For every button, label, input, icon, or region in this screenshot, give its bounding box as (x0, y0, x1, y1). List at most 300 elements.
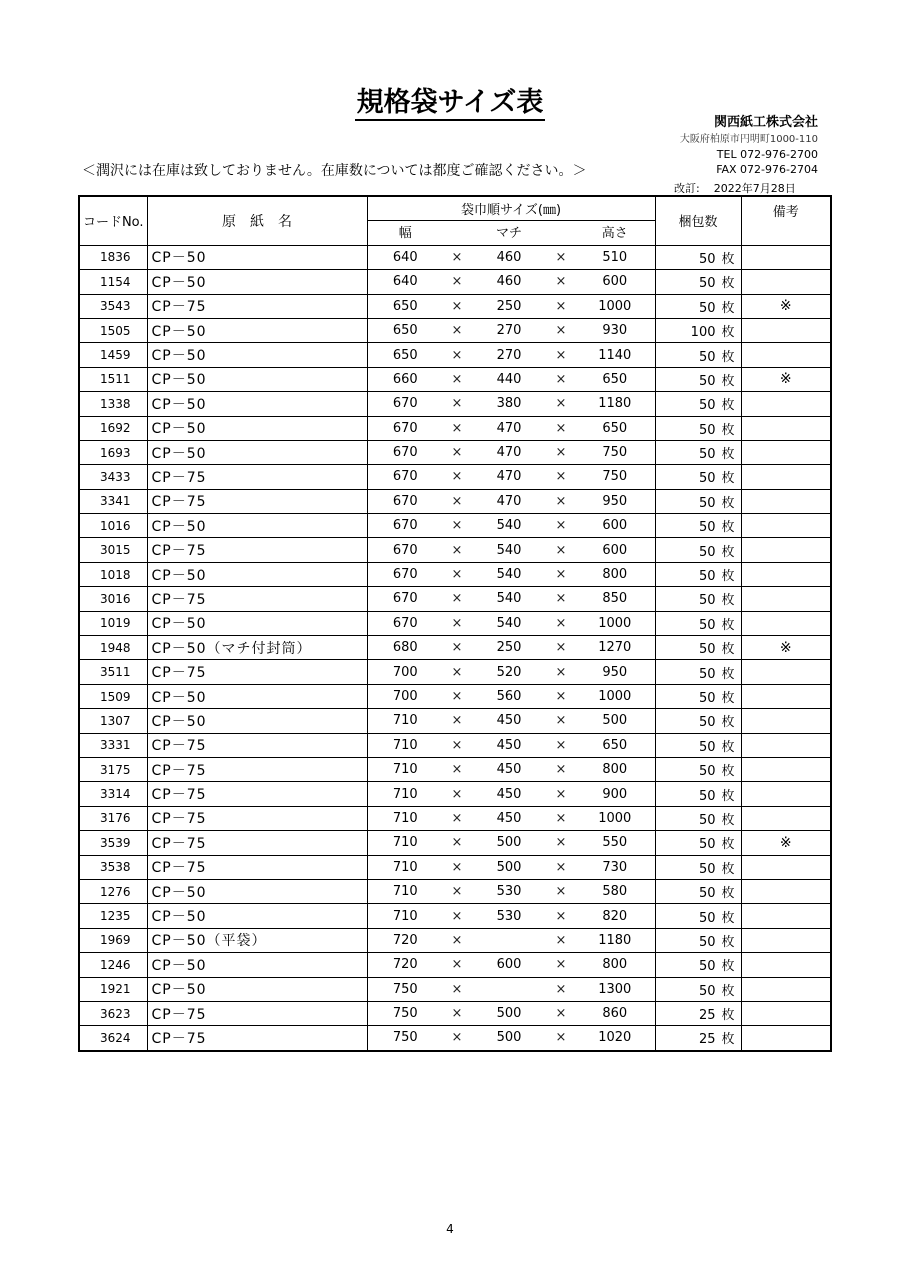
table-row (79, 1001, 831, 1025)
row-pack-qty: 50 (698, 349, 716, 365)
row-remarks (741, 587, 831, 611)
row-pack (655, 562, 741, 586)
row-pack-unit: 枚 (721, 251, 735, 267)
row-gusset: 450 (471, 709, 547, 733)
row-pack-qty: 50 (698, 959, 716, 975)
row-times: × (547, 489, 575, 513)
row-height: 950 (575, 489, 655, 513)
row-paper-name: CP－75 (147, 855, 367, 879)
row-pack-unit: 枚 (721, 349, 735, 365)
row-pack-unit: 枚 (721, 593, 735, 609)
row-remarks (741, 1001, 831, 1025)
row-width: 720 (367, 953, 443, 977)
row-code: 1018 (79, 562, 147, 586)
row-pack-unit: 枚 (721, 325, 735, 341)
table-row (79, 343, 831, 367)
row-paper-name: CP－75 (147, 782, 367, 806)
row-pack (655, 245, 741, 269)
row-paper-name: CP－50（マチ付封筒） (147, 636, 367, 660)
table-row (79, 636, 831, 660)
row-pack-qty: 50 (698, 764, 716, 780)
table-row (79, 831, 831, 855)
row-times: × (443, 587, 471, 611)
company-name: 関西紙工株式会社 (713, 115, 818, 130)
row-pack-qty: 50 (698, 715, 716, 731)
row-width: 710 (367, 879, 443, 903)
row-times: × (547, 270, 575, 294)
row-times: × (443, 416, 471, 440)
row-remarks (741, 343, 831, 367)
row-code: 1338 (79, 392, 147, 416)
row-paper-name: CP－50 (147, 709, 367, 733)
row-paper-name: CP－50（平袋） (147, 928, 367, 952)
row-height: 950 (575, 660, 655, 684)
row-pack-unit: 枚 (721, 617, 735, 633)
row-paper-name: CP－75 (147, 489, 367, 513)
row-pack-unit: 枚 (721, 544, 735, 560)
row-remarks (741, 660, 831, 684)
company-tel: TEL 072-976-2700 (716, 148, 818, 161)
row-gusset (471, 928, 547, 952)
row-width: 710 (367, 782, 443, 806)
row-remarks (741, 757, 831, 781)
table-row (79, 879, 831, 903)
row-gusset: 450 (471, 757, 547, 781)
row-pack (655, 587, 741, 611)
row-pack (655, 806, 741, 830)
row-pack-qty: 50 (698, 276, 716, 292)
row-code: 3623 (79, 1001, 147, 1025)
row-times: × (443, 782, 471, 806)
row-pack-qty: 50 (698, 983, 716, 999)
row-times: × (547, 392, 575, 416)
row-times: × (547, 1001, 575, 1025)
row-code: 1511 (79, 367, 147, 391)
row-paper-name: CP－75 (147, 757, 367, 781)
row-pack-unit: 枚 (721, 788, 735, 804)
row-width: 720 (367, 928, 443, 952)
row-remarks: ※ (741, 636, 831, 660)
row-height: 1270 (575, 636, 655, 660)
row-times: × (547, 514, 575, 538)
row-height: 730 (575, 855, 655, 879)
row-gusset: 540 (471, 562, 547, 586)
row-remarks (741, 977, 831, 1001)
row-times: × (443, 953, 471, 977)
row-remarks (741, 611, 831, 635)
row-pack-unit: 枚 (721, 861, 735, 877)
row-gusset: 520 (471, 660, 547, 684)
row-width: 670 (367, 514, 443, 538)
table-row (79, 709, 831, 733)
row-height: 750 (575, 440, 655, 464)
row-pack (655, 440, 741, 464)
header-code: コードNo. (79, 196, 147, 245)
row-height: 580 (575, 879, 655, 903)
row-pack-qty: 50 (698, 398, 716, 414)
row-times: × (547, 855, 575, 879)
row-remarks (741, 953, 831, 977)
row-pack-unit: 枚 (721, 983, 735, 999)
row-paper-name: CP－75 (147, 733, 367, 757)
row-pack (655, 660, 741, 684)
row-code: 3015 (79, 538, 147, 562)
row-height: 600 (575, 270, 655, 294)
row-times: × (443, 318, 471, 342)
row-gusset: 600 (471, 953, 547, 977)
row-paper-name: CP－75 (147, 587, 367, 611)
row-code: 3175 (79, 757, 147, 781)
row-pack (655, 782, 741, 806)
table-row (79, 587, 831, 611)
row-width: 670 (367, 465, 443, 489)
row-pack (655, 636, 741, 660)
header-gusset: マチ (471, 221, 547, 245)
row-height: 1180 (575, 928, 655, 952)
row-pack-unit: 枚 (721, 520, 735, 536)
row-gusset: 500 (471, 1001, 547, 1025)
row-height: 1000 (575, 294, 655, 318)
row-code: 1246 (79, 953, 147, 977)
row-paper-name: CP－50 (147, 245, 367, 269)
row-width: 710 (367, 709, 443, 733)
row-remarks (741, 879, 831, 903)
row-gusset: 250 (471, 636, 547, 660)
row-pack (655, 318, 741, 342)
row-height: 1000 (575, 611, 655, 635)
row-pack (655, 977, 741, 1001)
row-code: 1307 (79, 709, 147, 733)
row-pack-unit: 枚 (721, 739, 735, 755)
row-paper-name: CP－50 (147, 440, 367, 464)
row-gusset: 380 (471, 392, 547, 416)
row-times: × (443, 855, 471, 879)
row-gusset: 440 (471, 367, 547, 391)
row-remarks (741, 538, 831, 562)
row-remarks (741, 709, 831, 733)
row-times: × (443, 367, 471, 391)
row-pack-unit: 枚 (721, 910, 735, 926)
row-pack (655, 709, 741, 733)
row-width: 670 (367, 416, 443, 440)
row-pack-qty: 100 (690, 325, 716, 341)
row-times: × (443, 660, 471, 684)
header-row (79, 196, 831, 221)
row-pack-unit: 枚 (721, 276, 735, 292)
row-times: × (443, 611, 471, 635)
row-paper-name: CP－50 (147, 343, 367, 367)
row-pack-qty: 50 (698, 617, 716, 633)
row-gusset: 470 (471, 489, 547, 513)
row-pack-qty: 50 (698, 447, 716, 463)
row-times: × (547, 879, 575, 903)
row-times: × (547, 953, 575, 977)
row-pack (655, 270, 741, 294)
row-times: × (547, 416, 575, 440)
row-times: × (547, 538, 575, 562)
row-code: 3543 (79, 294, 147, 318)
row-pack-qty: 50 (698, 300, 716, 316)
row-remarks (741, 245, 831, 269)
row-paper-name: CP－75 (147, 294, 367, 318)
row-width: 670 (367, 440, 443, 464)
row-times: × (443, 343, 471, 367)
row-paper-name: CP－50 (147, 392, 367, 416)
row-times: × (443, 684, 471, 708)
row-gusset: 540 (471, 611, 547, 635)
row-code: 3314 (79, 782, 147, 806)
row-height: 650 (575, 367, 655, 391)
row-times: × (443, 733, 471, 757)
row-height: 750 (575, 465, 655, 489)
table-row (79, 294, 831, 318)
row-height: 820 (575, 904, 655, 928)
row-times: × (547, 343, 575, 367)
title-text: 規格袋サイズ表 (355, 87, 546, 121)
row-pack (655, 757, 741, 781)
row-height: 1020 (575, 1026, 655, 1051)
row-times: × (547, 806, 575, 830)
row-remarks (741, 318, 831, 342)
row-code: 3341 (79, 489, 147, 513)
row-pack (655, 855, 741, 879)
row-width: 670 (367, 489, 443, 513)
row-times: × (443, 757, 471, 781)
table-row (79, 440, 831, 464)
row-gusset: 500 (471, 831, 547, 855)
table-row (79, 1026, 831, 1051)
row-pack (655, 514, 741, 538)
row-remarks (741, 440, 831, 464)
row-paper-name: CP－50 (147, 611, 367, 635)
row-pack-qty: 50 (698, 934, 716, 950)
header-pack: 梱包数 (655, 196, 741, 245)
table-row (79, 489, 831, 513)
row-height: 1180 (575, 392, 655, 416)
row-width: 660 (367, 367, 443, 391)
row-width: 710 (367, 831, 443, 855)
table-row (79, 977, 831, 1001)
row-paper-name: CP－75 (147, 1001, 367, 1025)
row-times: × (547, 757, 575, 781)
row-code: 3538 (79, 855, 147, 879)
row-paper-name: CP－50 (147, 904, 367, 928)
header-height: 高さ (575, 221, 655, 245)
row-pack-unit: 枚 (721, 666, 735, 682)
table-row (79, 806, 831, 830)
row-code: 1948 (79, 636, 147, 660)
row-remarks (741, 684, 831, 708)
table-row (79, 611, 831, 635)
table-row (79, 465, 831, 489)
row-pack-unit: 枚 (721, 934, 735, 950)
row-pack (655, 611, 741, 635)
row-pack (655, 1026, 741, 1051)
table-row (79, 416, 831, 440)
row-code: 1836 (79, 245, 147, 269)
row-height: 500 (575, 709, 655, 733)
row-pack-unit: 枚 (721, 569, 735, 585)
row-code: 1509 (79, 684, 147, 708)
row-times: × (547, 318, 575, 342)
row-pack (655, 343, 741, 367)
row-pack-qty: 50 (698, 422, 716, 438)
row-times: × (443, 514, 471, 538)
row-times: × (443, 392, 471, 416)
row-pack-qty: 50 (698, 812, 716, 828)
row-height: 900 (575, 782, 655, 806)
row-pack (655, 392, 741, 416)
row-times: × (443, 831, 471, 855)
header-gap (547, 221, 575, 245)
row-pack-unit: 枚 (721, 642, 735, 658)
row-pack (655, 953, 741, 977)
row-pack (655, 416, 741, 440)
row-pack-qty: 50 (698, 788, 716, 804)
row-pack-qty: 50 (698, 886, 716, 902)
header-paper: 原 紙 名 (147, 196, 367, 245)
row-pack-qty: 50 (698, 373, 716, 389)
table-row (79, 392, 831, 416)
table-row (79, 270, 831, 294)
row-remarks (741, 489, 831, 513)
row-times: × (547, 611, 575, 635)
row-pack-unit: 枚 (721, 373, 735, 389)
row-paper-name: CP－50 (147, 514, 367, 538)
row-paper-name: CP－75 (147, 465, 367, 489)
table-row (79, 953, 831, 977)
row-paper-name: CP－75 (147, 1026, 367, 1051)
row-height: 850 (575, 587, 655, 611)
row-paper-name: CP－50 (147, 684, 367, 708)
table-row (79, 538, 831, 562)
row-remarks (741, 855, 831, 879)
row-remarks (741, 392, 831, 416)
row-gusset: 540 (471, 587, 547, 611)
row-code: 1154 (79, 270, 147, 294)
row-gusset: 450 (471, 806, 547, 830)
row-remarks: ※ (741, 294, 831, 318)
row-width: 640 (367, 270, 443, 294)
row-code: 1276 (79, 879, 147, 903)
row-paper-name: CP－75 (147, 806, 367, 830)
row-paper-name: CP－50 (147, 318, 367, 342)
row-code: 3511 (79, 660, 147, 684)
row-code: 1969 (79, 928, 147, 952)
row-width: 670 (367, 392, 443, 416)
row-paper-name: CP－75 (147, 660, 367, 684)
table-row (79, 514, 831, 538)
row-pack-qty: 50 (698, 520, 716, 536)
row-width: 640 (367, 245, 443, 269)
row-pack-unit: 枚 (721, 398, 735, 414)
row-pack (655, 684, 741, 708)
row-times: × (547, 660, 575, 684)
row-width: 650 (367, 318, 443, 342)
row-times: × (443, 879, 471, 903)
row-times: × (443, 562, 471, 586)
row-remarks (741, 782, 831, 806)
row-remarks (741, 928, 831, 952)
row-times: × (443, 245, 471, 269)
table-row (79, 733, 831, 757)
table-row (79, 562, 831, 586)
row-remarks (741, 465, 831, 489)
row-times: × (547, 294, 575, 318)
row-height: 1000 (575, 684, 655, 708)
row-code: 1019 (79, 611, 147, 635)
row-pack-qty: 25 (698, 1032, 716, 1048)
row-width: 670 (367, 538, 443, 562)
row-pack (655, 928, 741, 952)
row-pack (655, 733, 741, 757)
row-times: × (443, 294, 471, 318)
row-pack (655, 489, 741, 513)
row-width: 710 (367, 733, 443, 757)
row-paper-name: CP－50 (147, 953, 367, 977)
row-gusset: 450 (471, 733, 547, 757)
table-row (79, 245, 831, 269)
row-pack (655, 1001, 741, 1025)
row-pack-unit: 枚 (721, 300, 735, 316)
row-pack-qty: 50 (698, 666, 716, 682)
row-width: 700 (367, 684, 443, 708)
row-pack-qty: 50 (698, 642, 716, 658)
row-pack-qty: 50 (698, 910, 716, 926)
row-times: × (443, 977, 471, 1001)
table-row (79, 660, 831, 684)
row-code: 3433 (79, 465, 147, 489)
row-pack-qty: 50 (698, 471, 716, 487)
row-code: 3176 (79, 806, 147, 830)
row-pack-unit: 枚 (721, 1032, 735, 1048)
row-pack-unit: 枚 (721, 837, 735, 853)
row-remarks: ※ (741, 831, 831, 855)
row-pack-unit: 枚 (721, 812, 735, 828)
row-remarks (741, 904, 831, 928)
row-width: 750 (367, 1026, 443, 1051)
row-height: 600 (575, 538, 655, 562)
row-gusset: 460 (471, 270, 547, 294)
revision-label: 改訂: (674, 182, 700, 195)
row-times: × (547, 245, 575, 269)
row-remarks (741, 806, 831, 830)
row-pack-unit: 枚 (721, 764, 735, 780)
row-times: × (443, 904, 471, 928)
company-fax: FAX 072-976-2704 (716, 163, 818, 176)
row-gusset: 470 (471, 416, 547, 440)
row-remarks (741, 733, 831, 757)
row-pack (655, 831, 741, 855)
row-paper-name: CP－50 (147, 270, 367, 294)
row-pack-qty: 50 (698, 251, 716, 267)
row-times: × (547, 782, 575, 806)
table-row (79, 782, 831, 806)
row-paper-name: CP－75 (147, 538, 367, 562)
row-times: × (547, 904, 575, 928)
table-row (79, 367, 831, 391)
row-width: 710 (367, 855, 443, 879)
row-pack-qty: 50 (698, 544, 716, 560)
row-paper-name: CP－50 (147, 367, 367, 391)
row-times: × (547, 636, 575, 660)
row-width: 680 (367, 636, 443, 660)
row-remarks (741, 514, 831, 538)
row-pack (655, 904, 741, 928)
revision-date (674, 180, 796, 196)
row-code: 3539 (79, 831, 147, 855)
row-height: 650 (575, 416, 655, 440)
